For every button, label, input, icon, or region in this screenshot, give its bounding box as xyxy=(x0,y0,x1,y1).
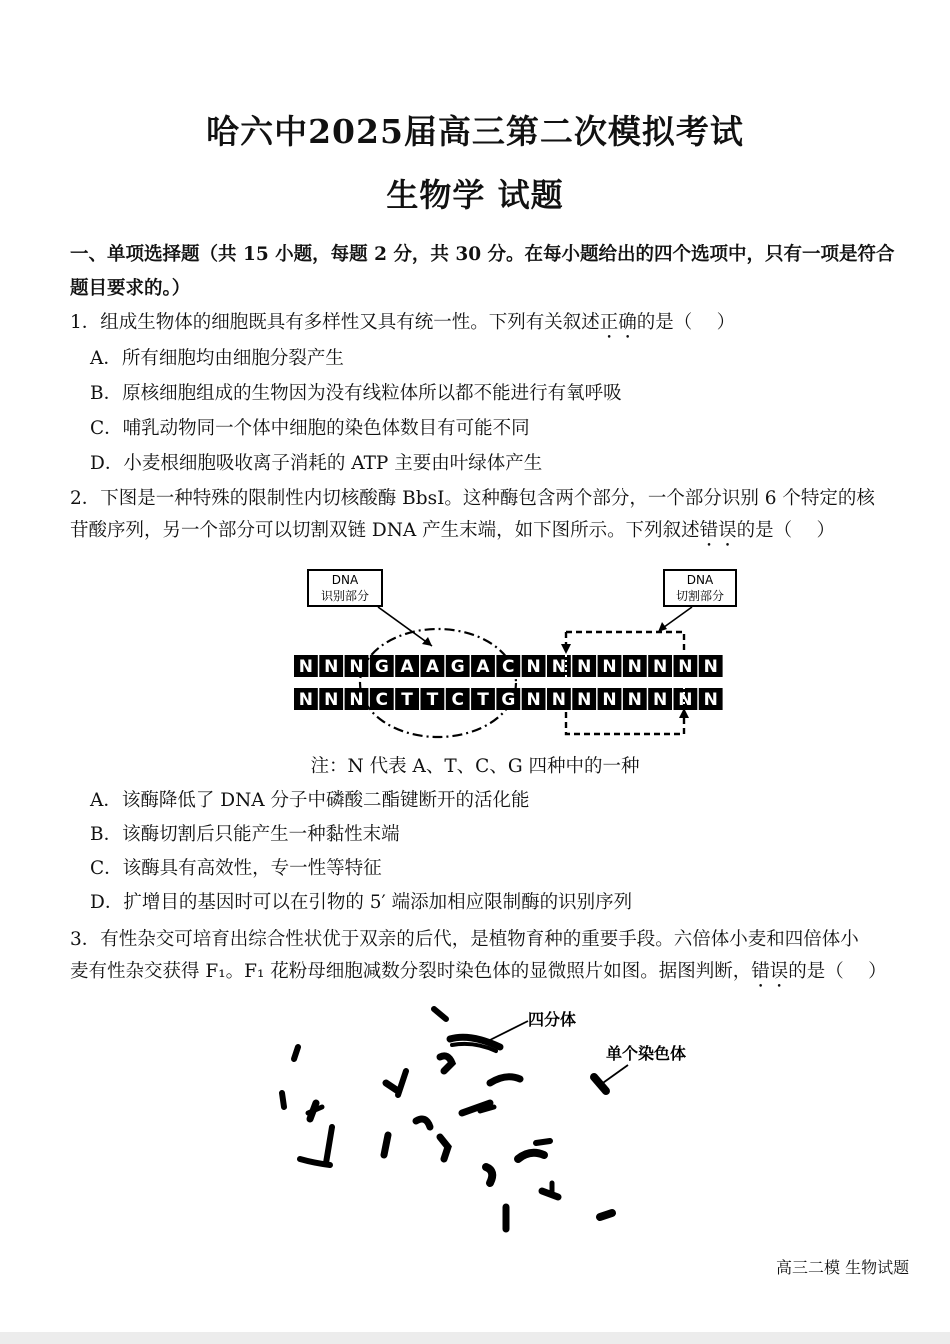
bottom-strand-base: N xyxy=(627,690,642,710)
question-1-stem-text: 1．组成生物体的细胞既具有多样性又具有统一性。下列有关叙述 xyxy=(70,312,600,333)
question-1-option-b: B．原核细胞组成的生物因为没有线粒体所以都不能进行有氧呼吸 xyxy=(90,383,622,404)
recognition-label-line-2: 识别部分 xyxy=(320,589,370,603)
chromosome-micrograph xyxy=(0,995,950,1245)
top-strand-base: A xyxy=(425,657,439,677)
question-1-option-a: A．所有细胞均由细胞分裂产生 xyxy=(90,348,344,369)
top-strand-base: A xyxy=(400,657,414,677)
question-3-stem-line-1: 3．有性杂交可培育出综合性状优于双亲的后代，是植物育种的重要手段。六倍体小麦和四倍体小 xyxy=(70,929,859,950)
bottom-strand-base: N xyxy=(577,690,592,710)
question-2-stem-end: 的是（ ） xyxy=(736,520,836,541)
bottom-strand-base: T xyxy=(426,690,439,710)
question-1-option-d: D．小麦根细胞吸收离子消耗的 ATP 主要由叶绿体产生 xyxy=(90,453,543,474)
top-strand-base: N xyxy=(652,657,668,677)
top-strand-base: A xyxy=(476,657,490,677)
bottom-strand-base: N xyxy=(703,690,718,710)
bottom-strand-base: N xyxy=(349,690,364,710)
bottom-strand-base: N xyxy=(602,690,617,710)
top-strand-base: N xyxy=(703,657,718,677)
top-strand-base: N xyxy=(678,657,693,677)
question-3-stem-line-2 xyxy=(70,957,887,992)
dna-bottom-strand xyxy=(294,688,723,710)
question-2-option-c: C．该酶具有高效性，专一性等特征 xyxy=(90,858,382,879)
top-strand-base: N xyxy=(324,657,339,677)
top-strand-base: N xyxy=(627,657,642,677)
top-strand-base: G xyxy=(450,657,465,677)
bottom-strand-base: N xyxy=(652,690,668,710)
bottom-strand-base: T xyxy=(477,690,489,710)
bottom-strand-base: N xyxy=(551,690,567,710)
top-strand-base: N xyxy=(551,657,567,677)
top-strand-base: N xyxy=(602,657,617,677)
question-2-option-d: D．扩增目的基因时可以在引物的 5′ 端添加相应限制酶的识别序列 xyxy=(90,892,633,913)
question-2-stem-line-1: 2．下图是一种特殊的限制性内切核酸酶 BbsI。这种酶包含两个部分，一个部分识别 6 个特定的核 xyxy=(70,488,875,509)
diagram-note: 注：N 代表 A、T、C、G 四种中的一种 xyxy=(310,756,640,777)
recognition-label-line-1: DNA xyxy=(331,573,359,587)
section-heading: 一、单项选择题（共 15 小题，每题 2 分，共 30 分。在每小题给出的四个选项中，只有一项是符合题目要求的。） xyxy=(70,244,895,299)
top-strand-base: N xyxy=(577,657,592,677)
question-1-stem-end: 的是（ ） xyxy=(636,312,736,333)
question-2-option-b: B．该酶切割后只能产生一种黏性末端 xyxy=(90,824,400,845)
bottom-strand-base: C xyxy=(451,690,464,710)
question-3-stem-text: 麦有性杂交获得 F₁。F₁ 花粉母细胞减数分裂时染色体的显微照片如图。据图判断， xyxy=(70,961,752,982)
question-3-stem-end: 的是（ ） xyxy=(788,961,887,982)
question-2-emphasis: 错误 xyxy=(699,520,737,541)
top-strand-base: G xyxy=(374,657,389,677)
bottom-strand-base: N xyxy=(678,690,693,710)
cleavage-label-line-2: 切割部分 xyxy=(675,589,725,603)
question-2-stem-line-2 xyxy=(70,516,835,551)
dna-enzyme-diagram xyxy=(0,560,950,750)
question-3-emphasis: 错误 xyxy=(751,961,789,982)
top-strand-base: C xyxy=(502,657,515,677)
exam-title: 哈六中2025届高三第二次模拟考试 xyxy=(206,112,744,151)
page-footer: 高三二模 生物试题 xyxy=(776,1258,910,1277)
question-1-option-c: C．哺乳动物同一个体中细胞的染色体数目有可能不同 xyxy=(90,418,530,439)
bottom-strand-base: N xyxy=(298,690,314,710)
top-strand-base: N xyxy=(349,657,364,677)
top-strand-base: N xyxy=(298,657,314,677)
cleavage-label-line-1: DNA xyxy=(686,573,714,587)
exam-subtitle: 生物学 试题 xyxy=(386,176,564,214)
top-strand-base: N xyxy=(526,657,541,677)
dna-top-strand xyxy=(294,655,723,677)
bottom-strand-base: N xyxy=(324,690,339,710)
page-bottom-edge xyxy=(0,1332,950,1344)
tetrad-label: 四分体 xyxy=(528,1010,577,1029)
question-1-emphasis: 正确 xyxy=(599,312,637,333)
bottom-strand-base: G xyxy=(501,690,516,710)
bottom-strand-base: N xyxy=(526,690,541,710)
question-1-stem xyxy=(70,308,735,343)
bottom-strand-base: T xyxy=(401,690,413,710)
single-chromosome-label: 单个染色体 xyxy=(606,1044,687,1063)
bottom-strand-base: C xyxy=(375,690,389,710)
question-2-stem-text: 苷酸序列，另一个部分可以切割双链 DNA 产生末端，如下图所示。下列叙述 xyxy=(70,520,700,541)
question-2-option-a: A．该酶降低了 DNA 分子中磷酸二酯键断开的活化能 xyxy=(90,790,530,811)
